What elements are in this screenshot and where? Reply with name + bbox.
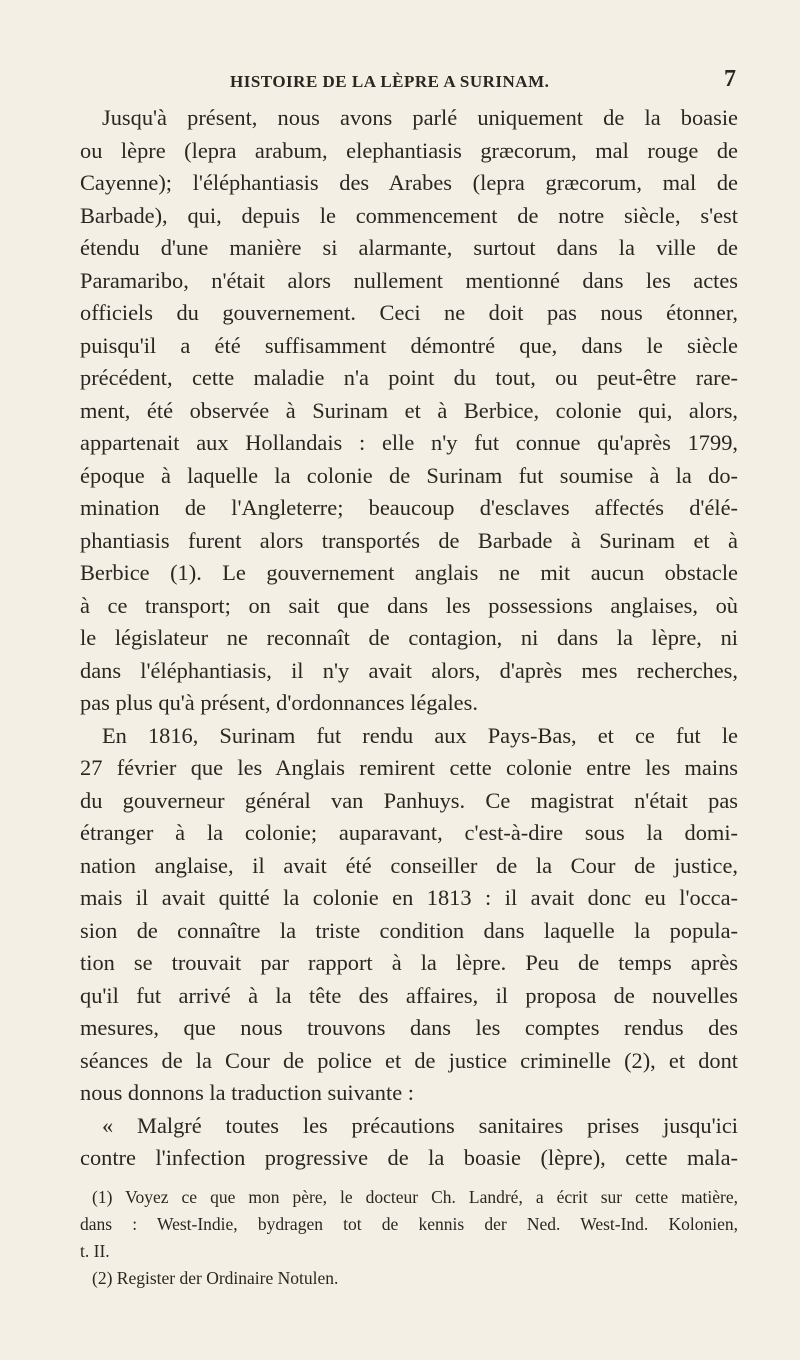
text-line: tion se trouvait par rapport à la lèpre. Peu de temps après [80, 950, 738, 975]
text-line: époque à laquelle la colonie de Surinam fut soumise à la do- [80, 462, 738, 488]
text-line: à ce transport; on sait que dans les possessions anglaises, où [80, 592, 738, 618]
text-line: nous donnons la traduction suivante : [80, 1080, 414, 1105]
text-line: du gouverneur général van Panhuys. Ce magistrat n'était pas [80, 787, 738, 813]
text-line: 27 février que les Anglais remirent cette colonie entre les mains [80, 755, 738, 780]
body-text [80, 102, 738, 1175]
text-line: Jusqu'à présent, nous avons parlé uniquement de la boasie [102, 105, 738, 130]
text-line: ou lèpre (lepra arabum, elephantiasis græcorum, mal rouge de [80, 137, 738, 163]
text-line: ment, été observée à Surinam et à Berbice, colonie qui, alors, [80, 397, 738, 423]
text-line: phantiasis furent alors transportés de Barbade à Surinam et à [80, 527, 738, 553]
page-number: 7 [724, 66, 736, 92]
text-line: dans l'éléphantiasis, il n'y avait alors, d'après mes recherches, [80, 657, 738, 683]
text-line: « Malgré toutes les précautions sanitaires prises jusqu'ici [102, 1112, 738, 1138]
footnote-line: (2) Register der Ordinaire Notulen. [92, 1268, 339, 1288]
footnote-line: dans : West-Indie, bydragen tot de kennis der Ned. West-Ind. Kolonien, [80, 1214, 738, 1234]
text-line: appartenait aux Hollandais : elle n'y fut connue qu'après 1799, [80, 430, 738, 455]
text-line: officiels du gouvernement. Ceci ne doit pas nous étonner, [80, 300, 738, 325]
text-line: séances de la Cour de police et de justice criminelle (2), et dont [80, 1047, 738, 1073]
text-line: précédent, cette maladie n'a point du tout, ou peut-être rare- [80, 365, 738, 390]
text-line: Barbade), qui, depuis le commencement de notre siècle, s'est [80, 202, 738, 228]
footnote-line: (1) Voyez ce que mon père, le docteur Ch. Landré, a écrit sur cette matière, [92, 1187, 738, 1207]
text-line: contre l'infection progressive de la boasie (lèpre), cette mala- [80, 1145, 738, 1170]
text-line: pas plus qu'à présent, d'ordonnances légales. [80, 690, 478, 715]
text-line: mais il avait quitté la colonie en 1813 : il avait donc eu l'occa- [80, 885, 738, 910]
page-header [80, 66, 740, 96]
text-line: qu'il fut arrivé à la tête des affaires, il proposa de nouvelles [80, 982, 738, 1008]
text-line: étendu d'une manière si alarmante, surtout dans la ville de [80, 235, 738, 260]
text-line: mesures, que nous trouvons dans les comptes rendus des [80, 1015, 738, 1040]
footnotes [80, 1184, 738, 1292]
text-line: sion de connaître la triste condition dans laquelle la popula- [80, 917, 738, 943]
text-line: étranger à la colonie; auparavant, c'est-à-dire sous la domi- [80, 820, 738, 845]
text-line: Paramaribo, n'était alors nullement mentionné dans les actes [80, 267, 738, 293]
text-line: nation anglaise, il avait été conseiller de la Cour de justice, [80, 852, 738, 878]
text-line: Berbice (1). Le gouvernement anglais ne mit aucun obstacle [80, 560, 738, 585]
text-line: puisqu'il a été suffisamment démontré que, dans le siècle [80, 332, 738, 358]
text-line: Cayenne); l'éléphantiasis des Arabes (lepra græcorum, mal de [80, 170, 738, 195]
text-line: le législateur ne reconnaît de contagion, ni dans la lèpre, ni [80, 625, 738, 650]
running-title: HISTOIRE DE LA LÈPRE A SURINAM. [230, 72, 550, 91]
text-line: mination de l'Angleterre; beaucoup d'esclaves affectés d'élé- [80, 495, 738, 520]
footnote-line: t. II. [80, 1241, 110, 1261]
text-line: En 1816, Surinam fut rendu aux Pays-Bas, et ce fut le [102, 722, 738, 748]
